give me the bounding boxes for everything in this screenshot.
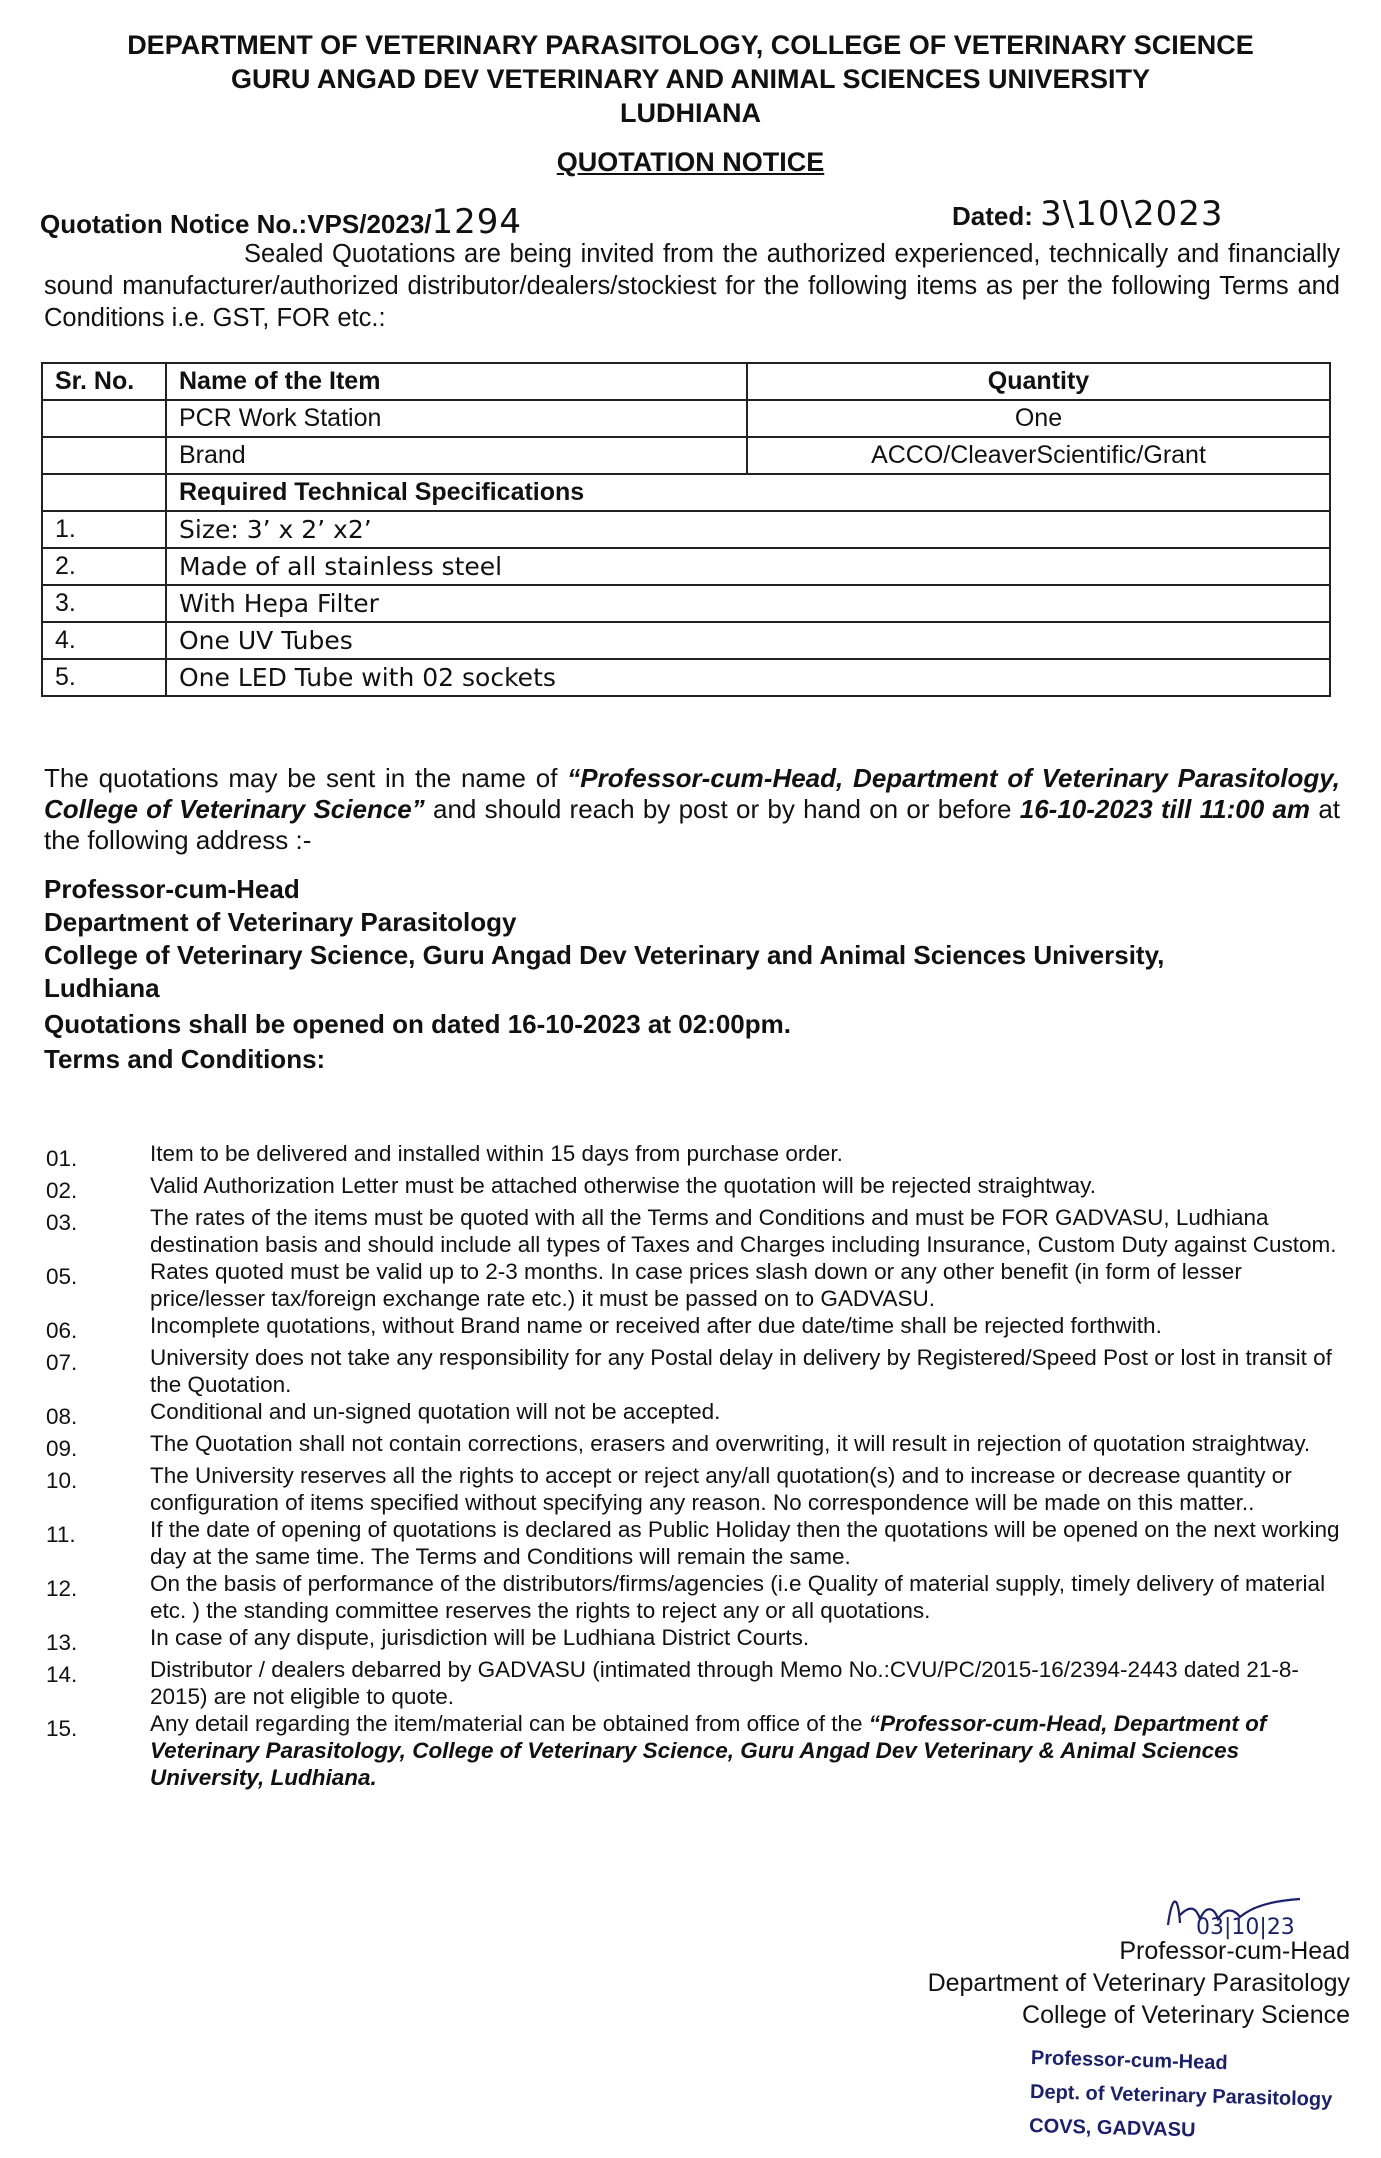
empty-cell [42, 474, 166, 511]
term-number: 15. [46, 1716, 78, 1741]
term-number: 14. [46, 1662, 78, 1687]
spec-text: Made of all stainless steel [166, 548, 1330, 585]
spec-row [42, 622, 1330, 659]
notice-title: QUOTATION NOTICE [556, 147, 825, 177]
send-text-3: at the following address :- [44, 794, 1340, 855]
signatory-line-2: Department of Veterinary Parasitology [927, 1969, 1350, 1997]
spec-row [42, 659, 1330, 696]
term-item [46, 1462, 1346, 1516]
notice-number [40, 202, 522, 242]
term-text: University does not take any responsibility for any Postal delay in delivery by Registered/Speed Post or lost in transit of the Quotation. [150, 1345, 1332, 1397]
table-header-row [42, 363, 1330, 400]
term-text: Incomplete quotations, without Brand name or received after due date/time shall be rejected forthwith. [150, 1313, 1162, 1338]
term-item [46, 1624, 1346, 1656]
address-block [44, 873, 1340, 1005]
term-text: Item to be delivered and installed within 15 days from purchase order. [150, 1141, 843, 1166]
send-deadline: 16-10-2023 till 11:00 am [1019, 794, 1311, 824]
term-number: 05. [46, 1264, 78, 1289]
notice-number-label: Quotation Notice No.:VPS/2023/ [40, 209, 432, 239]
header-line-3: LUDHIANA [620, 98, 761, 128]
term-item [46, 1516, 1346, 1570]
term-text: On the basis of performance of the distributors/firms/agencies (i.e Quality of material supply, timely delivery of material etc. ) the standing committee reserves the rights to reject any or all quotations. [150, 1571, 1326, 1623]
signatory-line-3: College of Veterinary Science [1022, 2001, 1350, 2029]
address-line-1: Professor-cum-Head [44, 874, 300, 904]
spec-text: One UV Tubes [166, 622, 1330, 659]
term-text: Valid Authorization Letter must be attached otherwise the quotation will be rejected straightway. [150, 1173, 1096, 1198]
spec-text: With Hepa Filter [166, 585, 1330, 622]
header-quantity: Quantity [747, 363, 1330, 400]
term-item [46, 1710, 1346, 1791]
stamp-line-3: COVS, GADVASU [1028, 2115, 1196, 2142]
term-text: The University reserves all the rights to accept or reject any/all quotation(s) and to increase or decrease quantity or configuration of items specified without specifying any reason. No correspondence will be made on this matter.. [150, 1463, 1292, 1515]
date-handwritten: 3\10\2023 [1040, 194, 1224, 234]
address-line-3: College of Veterinary Science, Guru Angad Dev Veterinary and Animal Sciences University, [44, 940, 1165, 970]
term-number: 10. [46, 1468, 78, 1493]
send-text-1: The quotations may be sent in the name of [44, 763, 568, 793]
term-item [46, 1172, 1346, 1204]
term-number: 09. [46, 1436, 78, 1461]
item-name: PCR Work Station [166, 400, 747, 437]
table-row [42, 474, 1330, 511]
send-paragraph [44, 763, 1340, 856]
spec-number: 1. [42, 511, 166, 548]
brand-value: ACCO/CleaverScientific/Grant [747, 437, 1330, 474]
spec-row [42, 511, 1330, 548]
stamp-line-2: Dept. of Veterinary Parasitology [1029, 2081, 1333, 2111]
terms-title: Terms and Conditions: [44, 1044, 326, 1074]
term-text: If the date of opening of quotations is declared as Public Holiday then the quotations will be opened on the next working day at the same time. The Terms and Conditions will remain the same. [150, 1517, 1340, 1569]
term-item [46, 1140, 1346, 1172]
stamp-line-1: Professor-cum-Head [1030, 2047, 1228, 2075]
items-table [41, 362, 1331, 697]
spec-number: 4. [42, 622, 166, 659]
term-item [46, 1258, 1346, 1312]
header-item-name: Name of the Item [166, 363, 747, 400]
address-line-2: Department of Veterinary Parasitology [44, 907, 517, 937]
header-line-2: GURU ANGAD DEV VETERINARY AND ANIMAL SCIENCES UNIVERSITY [230, 64, 1151, 94]
term-number: 06. [46, 1318, 78, 1343]
signatory-line-1: Professor-cum-Head [1119, 1937, 1350, 1965]
table-row [42, 400, 1330, 437]
term-text: The rates of the items must be quoted with all the Terms and Conditions and must be FOR GADVASU, Ludhiana destination basis and should include all types of Taxes and Charges including Insurance, Custom Duty against Custom. [150, 1205, 1337, 1257]
opening-notice: Quotations shall be opened on dated 16-10-2023 at 02:00pm. [44, 1009, 791, 1039]
term-text: The Quotation shall not contain corrections, erasers and overwriting, it will result in rejection of quotation straightway. [150, 1431, 1311, 1456]
notice-number-handwritten: 1294 [431, 202, 523, 242]
item-quantity: One [747, 400, 1330, 437]
term-number: 03. [46, 1210, 78, 1235]
term-item [46, 1430, 1346, 1462]
term-number: 01. [46, 1146, 78, 1171]
spec-text: One LED Tube with 02 sockets [166, 659, 1330, 696]
term-15-text: Any detail regarding the item/material can be obtained from office of the [150, 1711, 869, 1736]
term-item [46, 1204, 1346, 1258]
signatory-block [928, 1935, 1350, 2031]
term-text: Distributor / dealers debarred by GADVASU (intimated through Memo No.:CVU/PC/2015-16/2394-2443 dated 21-8-2015) are not eligible to quote. [150, 1657, 1299, 1709]
term-number: 13. [46, 1630, 78, 1655]
dated-label: Dated: [952, 201, 1033, 231]
term-number: 12. [46, 1576, 78, 1601]
empty-cell [42, 437, 166, 474]
term-text: In case of any dispute, jurisdiction will be Ludhiana District Courts. [150, 1625, 810, 1650]
official-stamp [1029, 2041, 1334, 2151]
term-item [46, 1312, 1346, 1344]
term-item [46, 1398, 1346, 1430]
term-number: 11. [46, 1522, 76, 1547]
term-item [46, 1570, 1346, 1624]
specs-title: Required Technical Specifications [166, 474, 1330, 511]
notice-date [952, 194, 1223, 234]
send-text-2: and should reach by post or by hand on or before [424, 794, 1020, 824]
brand-label: Brand [166, 437, 747, 474]
signature-date: 03|10|23 [1196, 1915, 1295, 1940]
term-item [46, 1344, 1346, 1398]
term-number: 07. [46, 1350, 78, 1375]
send-addressee: “Professor-cum-Head, Department of Veterinary Parasitology, College of Veterinary Science” [44, 763, 1340, 824]
address-line-4: Ludhiana [44, 973, 160, 1003]
header-sr-no: Sr. No. [42, 363, 166, 400]
term-text: Rates quoted must be valid up to 2-3 months. In case prices slash down or any other benefit (in form of lesser price/lesser tax/foreign exchange rate etc.) it must be passed on to GADVASU. [150, 1259, 1242, 1311]
spec-number: 5. [42, 659, 166, 696]
term-15-contact: “Professor-cum-Head, Department of Veterinary Parasitology, College of Veterinary Science, Guru Angad Dev Veterinary & Animal Sciences University, Ludhiana. [150, 1711, 1267, 1790]
header-line-1: DEPARTMENT OF VETERINARY PARASITOLOGY, COLLEGE OF VETERINARY SCIENCE [127, 30, 1254, 60]
term-text: Conditional and un-signed quotation will not be accepted. [150, 1399, 721, 1424]
terms-list [46, 1140, 1346, 1791]
empty-cell [42, 400, 166, 437]
term-number: 02. [46, 1178, 78, 1203]
table-row [42, 437, 1330, 474]
term-number: 08. [46, 1404, 78, 1429]
spec-number: 3. [42, 585, 166, 622]
spec-number: 2. [42, 548, 166, 585]
term-text [150, 1710, 1346, 1791]
spec-text: Size: 3’ x 2’ x2’ [166, 511, 1330, 548]
intro-paragraph: Sealed Quotations are being invited from the authorized experienced, technically and financially sound manufacturer/authorized distributor/dealers/stockiest for the following items as per the following Terms and Conditions i.e. GST, FOR etc.: [44, 240, 1340, 332]
term-item [46, 1656, 1346, 1710]
spec-row [42, 585, 1330, 622]
spec-row [42, 548, 1330, 585]
